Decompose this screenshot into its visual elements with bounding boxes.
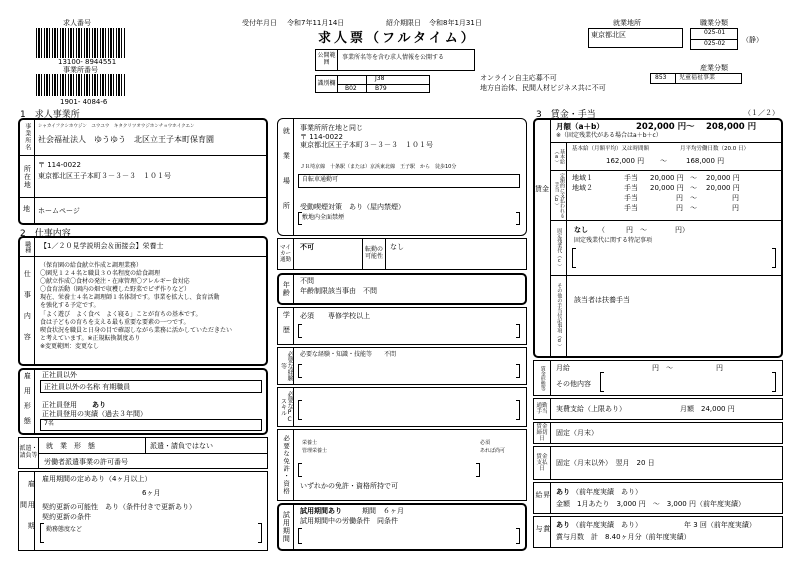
allowance-low: 20,000 円 xyxy=(650,174,684,182)
dispatch-form-label: 就 業 形 態 xyxy=(46,442,95,450)
transfer-value: なし xyxy=(390,243,404,251)
license-label: 必要な免許・資格 xyxy=(282,435,291,495)
job-desc-line: 「よく遊び よく食べ よく寝る」ことが育ちの基本です。 xyxy=(40,310,202,318)
job-desc-line: （保育園の給食献立作成と調理業務） xyxy=(40,262,143,269)
online-note-2: 地方自治体、民間人材ビジネス共に不可 xyxy=(480,84,606,92)
work-place-same: 事業所所在地と同じ xyxy=(300,124,363,132)
basic-pay-days: 月平均労働日数（20.0 日） xyxy=(680,146,749,152)
basic-pay-low: 162,000 円 xyxy=(606,157,645,165)
regular-3: 7名 xyxy=(44,420,54,427)
bonus-1b: （前年度実績 あり） xyxy=(572,521,642,529)
job-desc-line: を強化する予定です。 xyxy=(40,302,100,310)
trial-2: 試用期間中の労働条件 同条件 xyxy=(300,517,398,525)
age-value-1: 不問 xyxy=(300,277,314,285)
bonus-label: 賞与 xyxy=(535,524,551,540)
allowance-row xyxy=(572,174,772,184)
id-b1: B02 xyxy=(345,85,357,92)
monthly-label: 月額（a＋b） xyxy=(556,122,604,131)
allowance-label: 定額的に支払われる手当（b） xyxy=(553,172,565,218)
smoke-note: 敷地内全面禁煙 xyxy=(302,214,345,221)
job-desc-line: 〇園児１２４名と職員３０名程度の給食調理 xyxy=(40,270,161,278)
job-desc-line: 〇献立作成〇食材の発注・在庫管理〇アレルギー食対応 xyxy=(40,278,190,286)
raise-2: 金額 1月あたり 3,000 円 〜 3,000 円（前年度実績） xyxy=(556,500,745,508)
job-desc-line: 〇食育活動（園内の畑で収穫した野菜でピザ作りなど） xyxy=(40,286,191,294)
section1-title: 1 求人事業所 xyxy=(20,110,80,120)
allowance-name: 地域２ xyxy=(572,184,593,192)
period-1: 雇用期間の定めあり（4ヶ月以上） xyxy=(42,475,152,483)
edu-label: 学歴 xyxy=(282,311,291,341)
raise-1: あり xyxy=(556,488,570,496)
pc-box xyxy=(277,387,527,427)
car-note: 自転車通勤可 xyxy=(302,176,339,183)
job-number: 13100- 8944551 xyxy=(58,58,117,66)
allowance-word: 手当 xyxy=(624,174,638,182)
age-label: 年齢 xyxy=(282,281,291,297)
job-desc-line: 喫食状況を職員と日身の目で確認しながら業務に活かしていただきたい xyxy=(40,326,233,334)
dispatch-license: 労働者派遣事業の許可番号 xyxy=(44,458,128,466)
payday-label: 賃金支払日 xyxy=(536,453,548,473)
allowance-low: 円 xyxy=(676,194,683,202)
commute-label: 通勤手当 xyxy=(536,402,548,415)
period-5: 勤務態度など xyxy=(46,526,83,533)
monthly-low: 202,000 円 xyxy=(636,122,687,132)
allowance-word: 手当 xyxy=(624,194,638,202)
bonus-2: 賞与月数 計 8.40ヶ月分（前年度実績） xyxy=(556,533,691,541)
mycar-label: マイカー通勤 xyxy=(279,244,291,264)
public-scope-value: 事業所名等を含む求人情報を公開する xyxy=(342,54,445,61)
work-location-label: 就業地所 xyxy=(613,19,641,27)
work-place-label: 就業場所 xyxy=(282,127,291,227)
work-location-value: 東京都北区 xyxy=(591,31,626,39)
fixed-overtime-special: 固定残業代に関する特記事項 xyxy=(574,237,653,244)
raise-1b: （前年度実績 あり） xyxy=(572,488,642,496)
license-2: 管理栄養士 xyxy=(302,448,328,454)
section2-title: 2 仕事内容 xyxy=(20,229,71,239)
work-access: ＪＲ埼京線 十条駅（または）京浜東北線 王子駅 から 徒歩10分 xyxy=(300,164,457,170)
raise-label: 昇給 xyxy=(535,490,551,506)
fixed-overtime-value: なし xyxy=(574,226,588,234)
job-desc-line: と考えています。※正規転換制度あり xyxy=(40,334,141,342)
job-category-note: （静） xyxy=(742,36,763,44)
work-place-address: 東京都北区王子本町３－３－３ １０１号 xyxy=(300,141,433,149)
allowance-row xyxy=(572,204,772,214)
pay-form-1: 月給 xyxy=(556,364,570,372)
allowance-row xyxy=(572,184,772,194)
office-zip: 〒 114-0022 xyxy=(38,161,81,169)
job-title: 【1／２０見学説明会＆面接会】栄養士 xyxy=(40,242,164,250)
office-name-kana: シャカイフクシホウジン ユウユウ キタクリツオウジホンチョウホイクエン xyxy=(38,124,195,129)
allowance-word: 手当 xyxy=(624,184,638,192)
regular-1b: あり xyxy=(92,401,106,409)
expiry-date: 令和8年1月31日 xyxy=(429,19,482,27)
fixed-overtime-label: 固定残業代（c） xyxy=(556,227,563,269)
job-category-2: 025-02 xyxy=(704,40,726,47)
allowance-high: 円 xyxy=(732,194,739,202)
id-b2: B79 xyxy=(375,85,387,92)
allowance-high: 20,000 円 xyxy=(706,184,740,192)
job-category-label: 職業分類 xyxy=(700,19,728,27)
period-3: 契約更新の可能性 あり（条件付きで更新あり） xyxy=(42,503,196,511)
industry-name: 児童福祉事業 xyxy=(679,74,716,81)
allowance-low: 20,000 円 xyxy=(650,184,684,192)
wage-label: 賃金 xyxy=(535,185,549,194)
page-title: 求人票（フルタイム） xyxy=(318,31,477,46)
work-place-zip: 〒 114-0022 xyxy=(300,133,343,141)
basic-pay-sep: 〜 xyxy=(660,157,667,165)
period-4: 契約更新の条件 xyxy=(42,513,91,521)
smoke-policy: 受動喫煙対策 あり（屋内禁煙） xyxy=(300,203,405,211)
pay-form-label: 賃金形態等 xyxy=(539,365,546,391)
period-2: 6ヶ月 xyxy=(142,489,161,497)
trial-1: 試用期間あり xyxy=(300,507,342,515)
closing-value: 固定（月末） xyxy=(556,429,598,437)
office-number: 1901- 4084-6 xyxy=(60,98,108,106)
received-label: 受付年月日 xyxy=(242,19,277,27)
closing-label: 賃金締切日 xyxy=(536,423,548,443)
pay-form-other: その他内容 xyxy=(556,380,591,388)
payday-value: 固定（月末以外） 翌月 20 日 xyxy=(556,459,655,467)
commute-amount: 月額 24,000 円 xyxy=(680,405,735,413)
office-name-label: 事業所名 xyxy=(23,123,31,151)
job-desc-line: 食は子どもの育ちを支える最も重要な要素の一つです。 xyxy=(40,318,190,326)
id-label: 識別欄 xyxy=(317,79,336,87)
id-top: J38 xyxy=(375,75,385,82)
fixed-overtime-range: （ 円 〜 円） xyxy=(598,226,689,234)
job-category-1: 025-01 xyxy=(704,29,726,36)
mycar-value: 不可 xyxy=(300,243,314,251)
monthly-high: 208,000 円 xyxy=(706,122,757,132)
allowance-sep: 〜 xyxy=(690,184,697,192)
basic-pay-high: 168,000 円 xyxy=(686,157,725,165)
allowance-sep: 〜 xyxy=(690,194,697,202)
homepage-label: ホームページ xyxy=(38,207,80,215)
job-desc-line: 現在、栄養士４名と調理師１名体制です。事業を拡大し、食育活動 xyxy=(40,294,220,302)
job-desc-label: 仕事内容 xyxy=(23,270,32,354)
license-note: いずれかの免許・資格所持で可 xyxy=(300,482,398,490)
edu-value: 必須 専修学校以上 xyxy=(300,312,370,320)
bonus-1c: 年 3 回（前年度実績） xyxy=(684,521,756,529)
employment-1: 正社員以外 xyxy=(42,371,77,379)
allowance-table xyxy=(572,174,772,214)
section3-title: 3 賃金・手当 xyxy=(536,110,596,120)
office-name: 社会福祉法人 ゆうゆう 北区立王子本町保育園 xyxy=(38,135,214,144)
public-scope-label: 公開範囲 xyxy=(317,52,336,66)
allowance-word: 手当 xyxy=(624,204,638,212)
employment-label: 雇用形態 xyxy=(23,372,32,432)
license-2-status: あれば尚可 xyxy=(480,448,506,454)
office-number-barcode xyxy=(36,74,126,96)
allowance-sep: 〜 xyxy=(690,174,697,182)
basic-pay-label: 基本給（a） xyxy=(553,148,565,165)
monthly-sep: 〜 xyxy=(686,122,695,132)
pc-label: 必要なPCスキル xyxy=(279,391,294,423)
pay-form-3: 円 xyxy=(716,364,723,372)
exp-value: 必要な経験・知識・技能等 不問 xyxy=(300,351,397,358)
job-desc xyxy=(40,262,264,351)
industry-label: 産業分類 xyxy=(700,64,728,72)
dispatch-label: 派遣・請負等 xyxy=(19,445,38,459)
license-1-status: 必須 xyxy=(480,440,491,446)
age-value-2: 年齢制限該当事由 不問 xyxy=(300,287,377,295)
industry-code: 853 xyxy=(655,74,667,81)
employment-2: 正社員以外の名称 有期職員 xyxy=(44,383,131,391)
job-title-label: 職種 xyxy=(23,240,31,253)
allowance-low: 円 xyxy=(676,204,683,212)
commute-value: 実費支給（上限あり） xyxy=(556,405,626,413)
other-allowance-value: 該当者は扶養手当 xyxy=(574,296,630,304)
regular-3-box xyxy=(40,419,262,431)
regular-1: 正社員登用 xyxy=(42,401,77,409)
received-date: 令和7年11月14日 xyxy=(287,19,345,27)
job-desc-line: ※変更範囲：変更なし xyxy=(40,342,100,350)
wage-box xyxy=(533,118,783,358)
raise-box xyxy=(533,482,783,514)
regular-2: 正社員登用の実績（過去３年間） xyxy=(42,410,147,418)
fixed-overtime-note: ※（固定残業代がある場合はa＋b＋c） xyxy=(556,132,662,139)
other-allowance-label: その他の手当付記事項（d） xyxy=(556,283,563,349)
allowance-name: 地域１ xyxy=(572,174,593,182)
job-number-label: 求人番号 xyxy=(63,19,91,27)
license-1: 栄養士 xyxy=(302,440,318,446)
allowance-high: 円 xyxy=(732,204,739,212)
allowance-sep: 〜 xyxy=(690,204,697,212)
allowance-high: 20,000 円 xyxy=(706,174,740,182)
trial-label: 試用期間 xyxy=(282,511,291,543)
pay-form-2: 円 〜 xyxy=(652,364,673,372)
allowance-row xyxy=(572,194,772,204)
office-address: 東京都北区王子本町３－３－３ １０１号 xyxy=(38,172,171,180)
period-label: 雇用期間 xyxy=(19,479,36,543)
page-number: （１／２） xyxy=(744,109,779,117)
office-number-label: 事業所番号 xyxy=(63,66,98,74)
hp-char-label: 地 xyxy=(23,205,30,214)
transfer-label: 転勤の可能性 xyxy=(364,246,383,260)
address-label: 所在地 xyxy=(23,165,32,189)
expiry-label: 紹介期限日 xyxy=(386,19,421,27)
exp-label: 必要な経験等 xyxy=(279,351,294,381)
basic-pay-desc: 基本給（月額平均）又は時間額 xyxy=(572,146,650,152)
job-number-barcode xyxy=(36,28,126,58)
bonus-1: あり xyxy=(556,521,570,529)
dispatch-form-value: 派遣・請負ではない xyxy=(150,442,213,450)
online-note-1: オンライン自主応募不可 xyxy=(480,74,557,82)
trial-1b: 期間 ６ヶ月 xyxy=(362,507,404,515)
